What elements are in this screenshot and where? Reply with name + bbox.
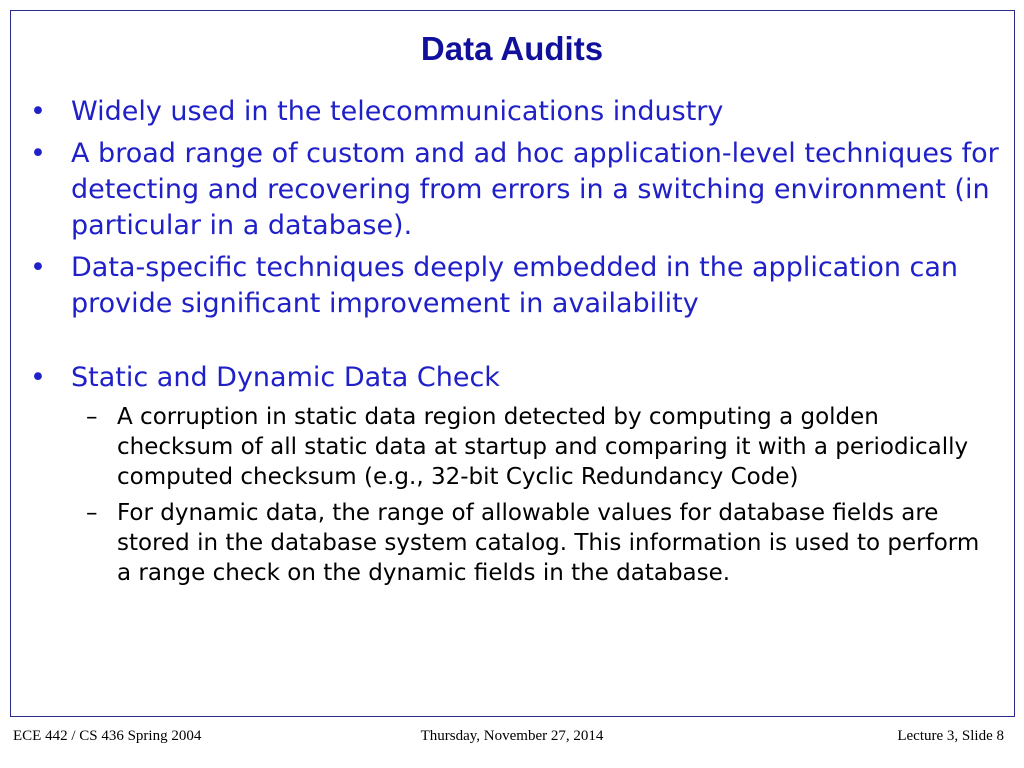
footer-date: Thursday, November 27, 2014 xyxy=(420,728,604,744)
bullet-marker: • xyxy=(30,362,46,393)
bullet-item xyxy=(30,250,1000,322)
bullet-marker: • xyxy=(30,138,46,169)
spacer xyxy=(30,328,1000,360)
bullet-item xyxy=(30,360,1000,396)
bullet-text: Static and Dynamic Data Check xyxy=(71,362,500,393)
slide-footer xyxy=(0,728,1024,752)
bullet-marker: • xyxy=(30,252,46,283)
footer-slide-number: Lecture 3, Slide 8 xyxy=(897,728,1004,744)
sub-bullet-text: A corruption in static data region detected by computing a golden checksum of all static data at startup and comparing it with a periodically computed checksum (e.g., 32-bit Cyclic Redundancy Code) xyxy=(117,404,969,490)
bullet-text: Widely used in the telecommunications industry xyxy=(71,96,724,127)
bullet-item xyxy=(30,94,1000,130)
sub-bullet-text: For dynamic data, the range of allowable values for database fields are stored in the database system catalog. This information is used to perform a range check on the dynamic fields in the database. xyxy=(117,500,980,586)
bullet-text: Data-specific techniques deeply embedded in the application can provide significant improvement in availability xyxy=(71,252,959,319)
bullet-marker: • xyxy=(30,96,46,127)
slide-title: Data Audits xyxy=(420,30,604,67)
footer-course: ECE 442 / CS 436 Spring 2004 xyxy=(13,728,202,744)
sub-bullet-marker: – xyxy=(86,500,98,526)
bullet-item xyxy=(30,136,1000,244)
slide-content xyxy=(30,94,1000,594)
sub-bullet-marker: – xyxy=(86,404,98,430)
bullet-text: A broad range of custom and ad hoc application-level techniques for detecting and recovering from errors in a switching environment (in particular in a database). xyxy=(71,138,999,241)
sub-bullet-item xyxy=(30,498,1000,588)
sub-bullet-item xyxy=(30,402,1000,492)
